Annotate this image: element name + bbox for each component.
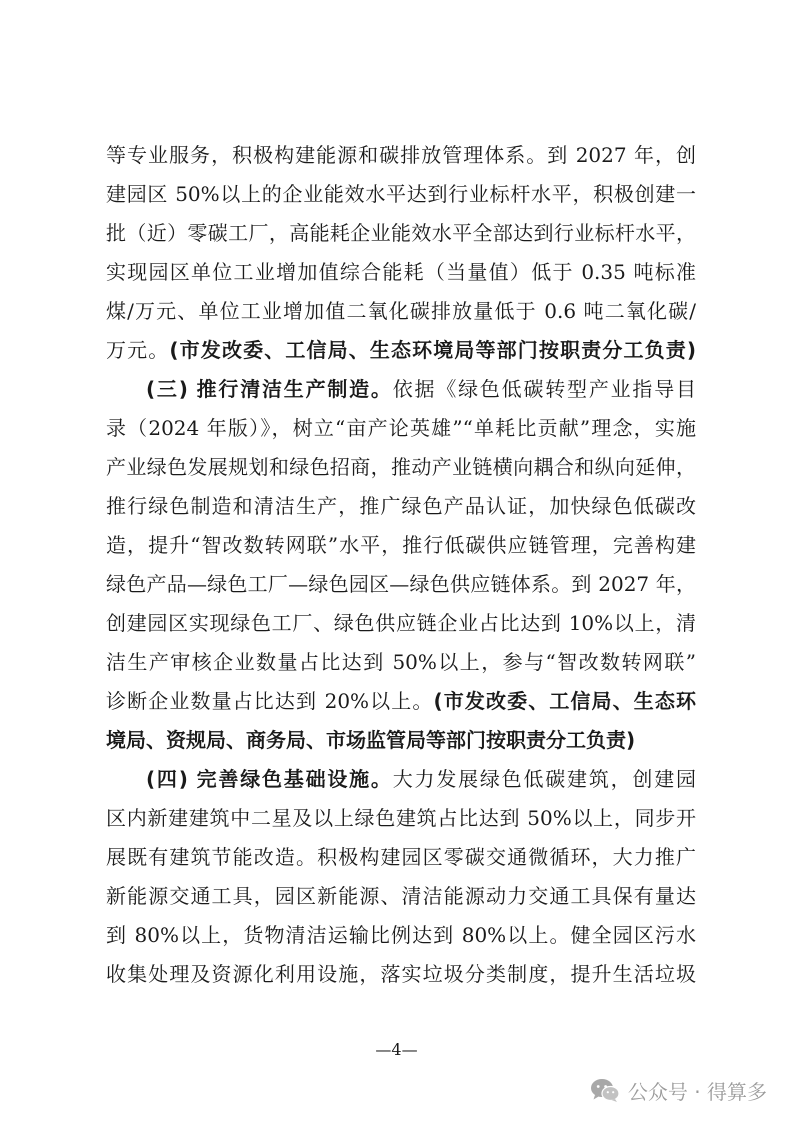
text-line: 造，提升“智改数转网联”水平，推行低碳供应链管理，完善构建 bbox=[106, 533, 696, 557]
text-line: 煤/万元、单位工业增加值二氧化碳排放量低于 0.6 吨二氧化碳/ bbox=[106, 299, 696, 323]
text-line: 到 80%以上，货物清洁运输比例达到 80%以上。健全园区污水 bbox=[106, 923, 696, 947]
text-line: 创建园区实现绿色工厂、绿色供应链企业占比达到 10%以上，清 bbox=[106, 611, 696, 635]
text-line: 新能源交通工具，园区新能源、清洁能源动力交通工具保有量达 bbox=[106, 884, 696, 908]
text-line: 产业绿色发展规划和绿色招商，推动产业链横向耦合和纵向延伸， bbox=[106, 455, 696, 479]
responsibility-note: 境局、资规局、商务局、市场监管局等部门按职责分工负责) bbox=[106, 728, 636, 752]
text-line: 诊断企业数量占比达到 20%以上。(市发改委、工信局、生态环 bbox=[106, 689, 696, 713]
wechat-icon bbox=[590, 1077, 620, 1103]
text-line: 收集处理及资源化利用设施，落实垃圾分类制度，提升生活垃圾 bbox=[106, 962, 696, 986]
section-heading-line: (三) 推行清洁生产制造。依据《绿色低碳转型产业指导目 bbox=[146, 377, 696, 401]
text-line: 洁生产审核企业数量占比达到 50%以上，参与“智改数转网联” bbox=[106, 650, 696, 674]
text-line: 展既有建筑节能改造。积极构建园区零碳交通微循环，大力推广 bbox=[106, 845, 696, 869]
responsibility-note: (市发改委、工信局、生态环 bbox=[433, 689, 696, 713]
section-heading-line: (四) 完善绿色基础设施。大力发展绿色低碳建筑，创建园 bbox=[146, 767, 696, 791]
watermark bbox=[590, 1073, 767, 1107]
text-line: 实现园区单位工业增加值综合能耗（当量值）低于 0.35 吨标准 bbox=[106, 260, 696, 284]
section-heading: (三) 推行清洁生产制造。 bbox=[146, 377, 393, 401]
text-line: 区内新建建筑中二星及以上绿色建筑占比达到 50%以上，同步开 bbox=[106, 806, 696, 830]
text-line: 推行绿色制造和清洁生产，推广绿色产品认证，加快绿色低碳改 bbox=[106, 494, 696, 518]
page-number: —4— bbox=[375, 1040, 418, 1059]
text-line: 万元。(市发改委、工信局、生态环境局等部门按职责分工负责) bbox=[106, 338, 696, 362]
section-heading: (四) 完善绿色基础设施。 bbox=[146, 767, 393, 791]
text-line: 录（2024 年版）》，树立“亩产论英雄”“单耗比贡献”理念，实施 bbox=[106, 416, 696, 440]
text-line: 等专业服务，积极构建能源和碳排放管理体系。到 2027 年，创 bbox=[106, 143, 696, 167]
watermark-text: 公众号 · 得算多 bbox=[627, 1079, 767, 1104]
text-line: 批（近）零碳工厂，高能耗企业能效水平全部达到行业标杆水平， bbox=[106, 221, 696, 245]
text-line: 绿色产品—绿色工厂—绿色园区—绿色供应链体系。到 2027 年， bbox=[106, 572, 696, 596]
text-line: 建园区 50%以上的企业能效水平达到行业标杆水平，积极创建一 bbox=[106, 182, 696, 206]
responsibility-note: (市发改委、工信局、生态环境局等部门按职责分工负责) bbox=[169, 338, 696, 362]
